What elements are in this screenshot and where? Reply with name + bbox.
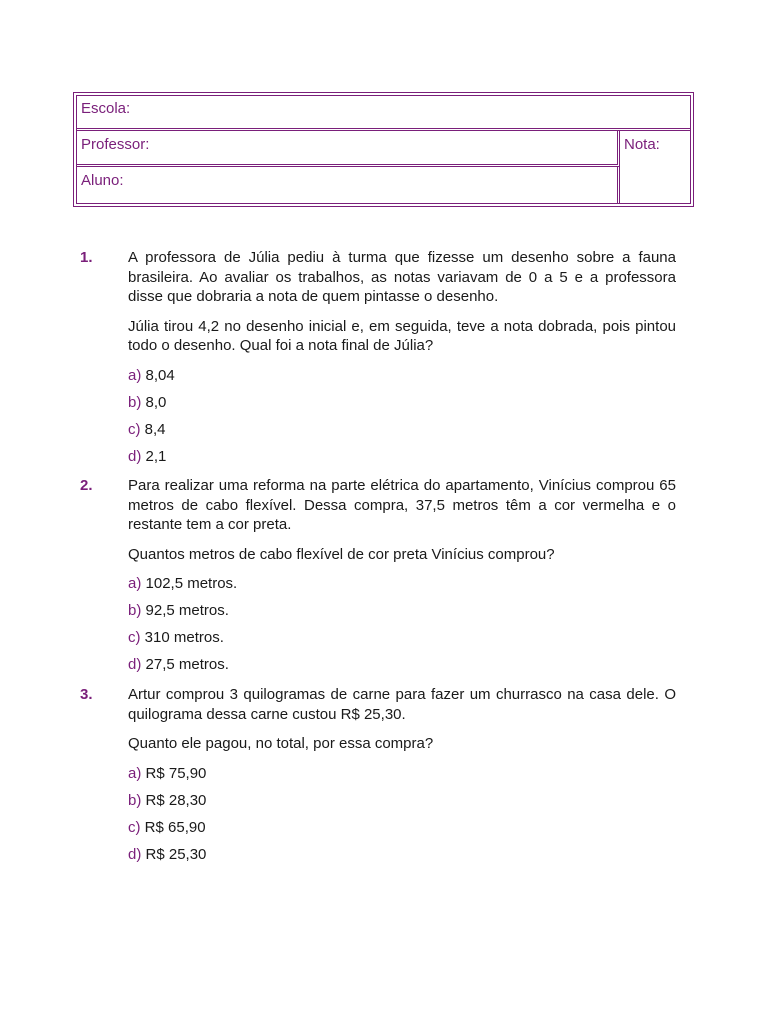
option-text: 8,4 <box>144 420 166 438</box>
option-text: 8,0 <box>145 393 167 411</box>
question-prompt: Júlia tirou 4,2 no desenho inicial e, em seguida, teve a nota dobrada, pois pintou todo o desenho. Qual foi a nota final de Júlia? <box>128 317 676 354</box>
option-text: R$ 65,90 <box>144 818 206 836</box>
option-letter: b) <box>128 393 142 411</box>
option-letter: a) <box>128 764 142 782</box>
option-text: 102,5 metros. <box>145 575 238 592</box>
answer-option-c[interactable] <box>128 420 676 447</box>
question-1 <box>80 248 676 474</box>
option-letter: d) <box>128 656 142 673</box>
nota-label: Nota: <box>624 136 660 153</box>
question-number: 2. <box>80 477 93 494</box>
answer-option-d[interactable] <box>128 655 676 682</box>
option-text: R$ 25,30 <box>145 845 207 863</box>
answer-option-b[interactable] <box>128 601 676 628</box>
option-text: 92,5 metros. <box>145 602 229 619</box>
question-prompt: Quantos metros de cabo flexível de cor preta Vinícius comprou? <box>128 545 555 563</box>
option-letter: c) <box>128 818 141 836</box>
answer-option-c[interactable] <box>128 818 676 845</box>
escola-label: Escola: <box>81 100 131 117</box>
professor-label: Professor: <box>81 136 150 153</box>
answer-option-c[interactable] <box>128 628 676 655</box>
nota-field[interactable] <box>620 131 690 203</box>
aluno-field[interactable] <box>77 167 620 203</box>
answer-option-a[interactable] <box>128 366 676 393</box>
option-text: 27,5 metros. <box>145 656 229 673</box>
answer-option-a[interactable] <box>128 574 676 601</box>
option-letter: c) <box>128 629 141 646</box>
option-text: 2,1 <box>145 447 167 465</box>
answer-option-b[interactable] <box>128 791 676 818</box>
question-prompt: Quanto ele pagou, no total, por essa compra? <box>128 735 434 752</box>
question-number: 1. <box>80 249 93 266</box>
answer-option-b[interactable] <box>128 393 676 420</box>
option-letter: b) <box>128 602 142 619</box>
answer-option-a[interactable] <box>128 764 676 791</box>
escola-field[interactable] <box>77 96 690 131</box>
option-text: R$ 75,90 <box>145 764 207 782</box>
option-letter: a) <box>128 575 142 592</box>
aluno-label: Aluno: <box>81 172 124 189</box>
question-text: Artur comprou 3 quilogramas de carne para fazer um churrasco na casa dele. O quilograma dessa carne custou R$ 25,30. <box>128 686 676 723</box>
option-letter: d) <box>128 447 142 465</box>
header-table <box>76 95 691 204</box>
option-letter: c) <box>128 420 141 438</box>
option-text: 310 metros. <box>144 629 224 646</box>
answer-option-d[interactable] <box>128 447 676 474</box>
option-letter: b) <box>128 791 142 809</box>
question-text: Para realizar uma reforma na parte elétrica do apartamento, Vinícius comprou 65 metros de cabo flexível. Dessa compra, 37,5 metros têm a cor vermelha e o restante tem a cor preta. <box>128 477 676 533</box>
question-3 <box>80 685 676 872</box>
option-text: 8,04 <box>145 366 175 384</box>
answer-option-d[interactable] <box>128 845 676 872</box>
question-2 <box>80 476 676 682</box>
option-letter: a) <box>128 366 142 384</box>
professor-field[interactable] <box>77 131 620 167</box>
question-number: 3. <box>80 686 93 703</box>
question-text: A professora de Júlia pediu à turma que fizesse um desenho sobre a fauna brasileira. Ao avaliar os trabalhos, as notas variavam de 0 a 5 e a professora disse que dobraria a nota de quem pintasse o desenho. <box>128 249 676 305</box>
option-letter: d) <box>128 845 142 863</box>
option-text: R$ 28,30 <box>145 791 207 809</box>
